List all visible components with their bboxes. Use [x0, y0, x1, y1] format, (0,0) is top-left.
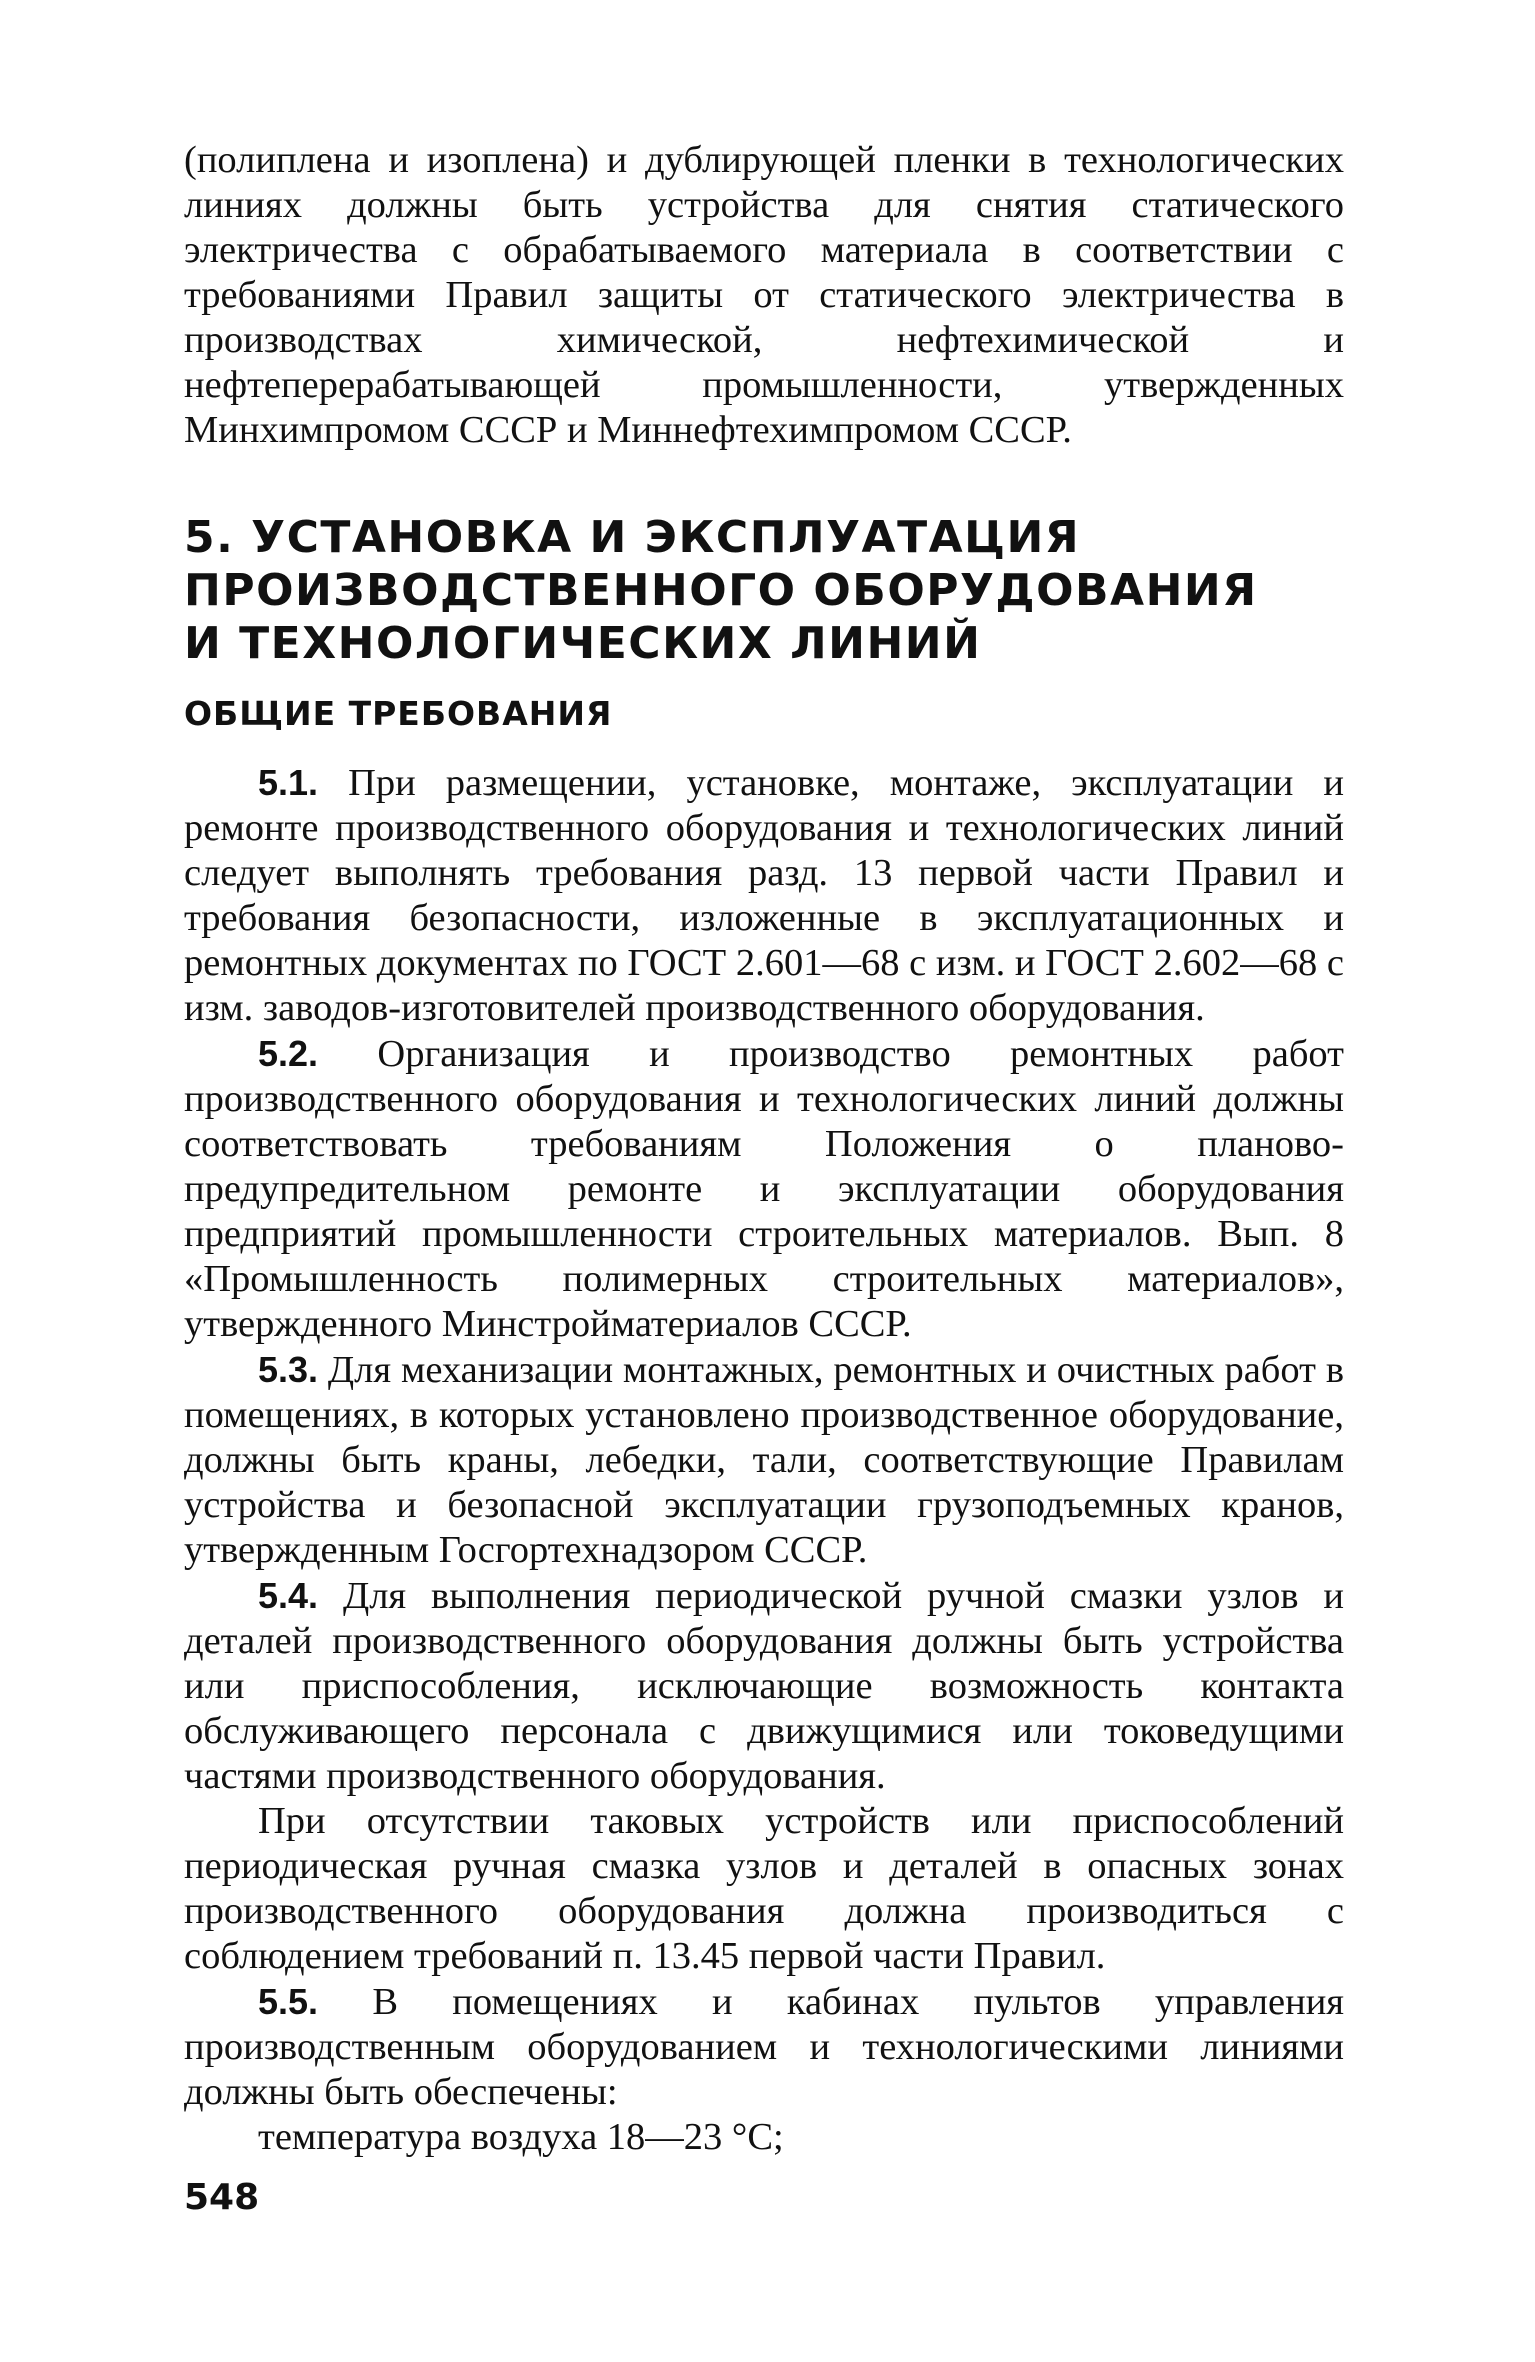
clause-5-2 [184, 1031, 1344, 1347]
page-text-block [184, 138, 1344, 2160]
paragraph-after-5-4: При отсутствии таковых устройств или приспособлений периодическая ручная смазка узлов и деталей в опасных зонах производственного оборудования должна производиться с соблюдением требований п. 13.45 первой части Правил. [184, 1800, 1344, 1977]
page-number: 548 [184, 2177, 260, 2218]
clause-text: В помещениях и кабинах пультов управления производственным оборудованием и технологическими линиями должны быть обеспечены: [184, 1981, 1345, 2113]
clause-5-1 [184, 760, 1344, 1031]
clause-text: Для выполнения периодической ручной смазки узлов и деталей производственного оборудования должны быть устройства или приспособления, исключающие возможность контакта обслуживающего персонала с движущимися или токоведущими частями производственного оборудования. [184, 1575, 1345, 1797]
subsection-title: ОБЩИЕ ТРЕБОВАНИЯ [184, 694, 613, 733]
clause-number: 5.4. [258, 1575, 319, 1616]
clause-number: 5.2. [258, 1033, 319, 1074]
clause-number: 5.3. [258, 1349, 319, 1390]
clause-5-3 [184, 1347, 1344, 1573]
clause-text: При размещении, установке, монтаже, эксплуатации и ремонте производственного оборудования и технологических линий следует выполнять требования разд. 13 первой части Правил и требования безопасности, изложенные в эксплуатационных и ремонтных документах по ГОСТ 2.601—68 с изм. и ГОСТ 2.602—68 с изм. заводов-изготовителей производственного оборудования. [184, 762, 1345, 1029]
list-item-temperature: температура воздуха 18—23 °С; [258, 2116, 784, 2158]
clause-number: 5.5. [258, 1981, 319, 2022]
section-title-line: И ТЕХНОЛОГИЧЕСКИХ ЛИНИЙ [184, 618, 982, 669]
clause-text: Организация и производство ремонтных работ производственного оборудования и технологических линий должны соответствовать требованиям Положения о планово-предупредительном ремонте и эксплуатации оборудования предприятий промышленности строительных материалов. Вып. 8 «Промышленность полимерных строительных материалов», утвержденного Минстройматериалов СССР. [184, 1033, 1344, 1345]
section-title-line: 5. УСТАНОВКА И ЭКСПЛУАТАЦИЯ [184, 512, 1081, 563]
clause-text: Для механизации монтажных, ремонтных и очистных работ в помещениях, в которых установлено производственное оборудование, должны быть краны, лебедки, тали, соответствующие Правилам устройства и безопасной эксплуатации грузоподъемных кранов, утвержденным Госгортехнадзором СССР. [184, 1349, 1344, 1571]
clause-5-4 [184, 1573, 1344, 1799]
section-title [184, 511, 1344, 670]
clause-5-5 [184, 1979, 1344, 2115]
intro-paragraph: (полиплена и изоплена) и дублирующей пленки в технологических линиях должны быть устройства для снятия статического электричества с обрабатываемого материала в соответствии с требованиями Правил защиты от статического электричества в производствах химической, нефтехимической и нефтеперерабатывающей промышленности, утвержденных Минхимпромом СССР и Миннефтехимпромом СССР. [184, 139, 1344, 451]
section-title-line: ПРОИЗВОДСТВЕННОГО ОБОРУДОВАНИЯ [184, 565, 1258, 616]
clause-number: 5.1. [258, 762, 319, 803]
